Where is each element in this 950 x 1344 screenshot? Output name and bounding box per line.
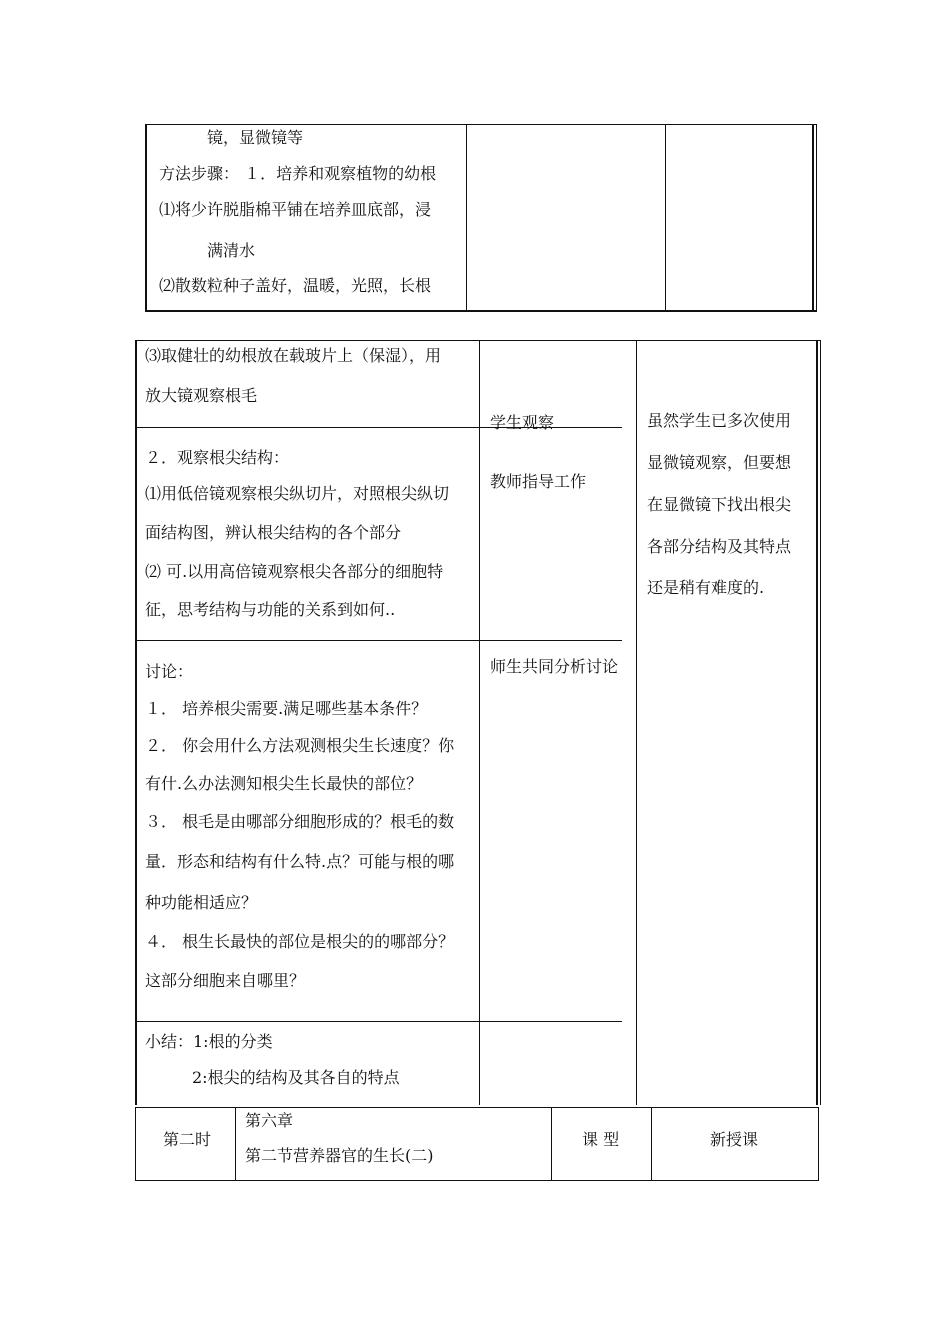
rule (135, 1107, 136, 1181)
cell-teacher-guide: 教师指导工作 (490, 472, 587, 491)
rule (812, 124, 814, 312)
text-line: 2:根尖的结构及其各自的特点 (192, 1068, 400, 1087)
rule (145, 310, 817, 312)
rule (145, 124, 147, 312)
rule (135, 340, 820, 341)
rule (816, 340, 818, 1105)
rule (479, 340, 480, 1105)
text-line: 面结构图，辨认根尖结构的各个部分 (145, 523, 402, 542)
rule (135, 640, 622, 641)
note-line: 还是稍有难度的. (647, 578, 765, 597)
section-title: 第二节营养器官的生长(二) (245, 1146, 434, 1165)
rule (636, 340, 637, 1105)
rule (145, 124, 817, 125)
text-line: 满清水 (207, 241, 256, 260)
rule (816, 124, 817, 312)
text-line: ４． 根生长最快的部位是根尖的的哪部分？ (145, 932, 455, 951)
cell-student-observe: 学生观察 (490, 413, 555, 432)
rule (235, 1107, 236, 1181)
text-line: 这部分细胞来自哪里？ (145, 971, 306, 990)
note-line: 各部分结构及其特点 (647, 537, 792, 556)
text-line: ⑴用低倍镜观察根尖纵切片，对照根尖纵切 (145, 484, 450, 503)
text-line: 镜，显微镜等 (207, 128, 304, 147)
text-line: 小结：1:根的分类 (145, 1032, 273, 1051)
text-line: 量．形态和结构有什么特.点？可能与根的哪 (145, 852, 455, 871)
rule (135, 340, 137, 1105)
text-line: ⑵ 可.以用高倍镜观察根尖各部分的细胞特 (145, 562, 444, 581)
text-line: 有什.么办法测知根尖生长最快的部位？ (145, 774, 423, 793)
rule (135, 1021, 622, 1022)
note-line: 显微镜观察，但要想 (647, 453, 792, 472)
text-line: ⑶取健壮的幼根放在载玻片上（保湿），用 (145, 346, 442, 365)
text-line: 放大镜观察根毛 (145, 386, 258, 405)
rule (665, 124, 666, 312)
text-line: ２． 你会用什么方法观测根尖生长速度？你 (145, 736, 455, 755)
rule (551, 1107, 552, 1181)
rule (818, 1107, 819, 1181)
note-line: 虽然学生已多次使用 (647, 411, 792, 430)
rule (820, 340, 821, 1105)
text-line: 征，思考结构与功能的关系到如何.. (145, 600, 396, 619)
text-line: １． 培养根尖需要.满足哪些基本条件？ (145, 699, 428, 718)
text-line: ⑵散数粒种子盖好，温暖，光照，长根 (159, 276, 432, 295)
rule (466, 124, 467, 312)
text-line: 讨论： (145, 662, 194, 681)
text-line: 方法步骤： １．培养和观察植物的幼根 (159, 164, 437, 183)
rule (135, 1180, 819, 1181)
text-line: ３． 根毛是由哪部分细胞形成的？根毛的数 (145, 812, 455, 831)
lesson-type-value: 新授课 (710, 1130, 759, 1149)
text-line: 种功能相适应？ (145, 893, 258, 912)
period-cell: 第二时 (163, 1130, 212, 1149)
lesson-type-label: 课 型 (582, 1130, 620, 1149)
chapter-title: 第六章 (245, 1111, 294, 1130)
rule (135, 1107, 819, 1108)
text-line: ２．观察根尖结构： (145, 448, 290, 467)
rule (651, 1107, 652, 1181)
note-line: 在显微镜下找出根尖 (647, 495, 792, 514)
cell-discussion: 师生共同分析讨论 (490, 657, 619, 676)
text-line: ⑴将少许脱脂棉平铺在培养皿底部，浸 (159, 200, 432, 219)
